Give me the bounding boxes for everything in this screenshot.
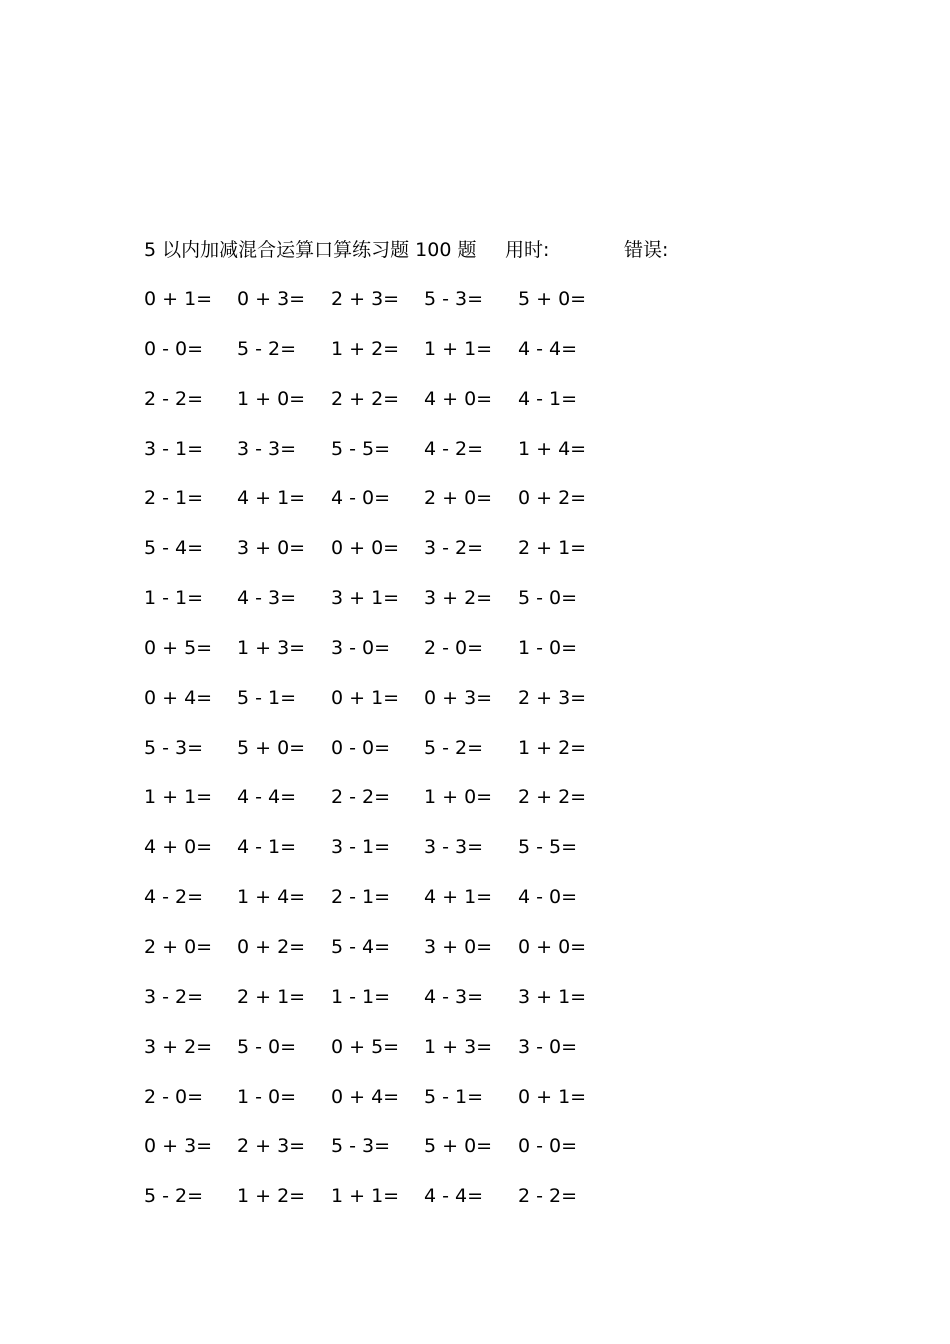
arithmetic-problem: 4 - 1= (518, 387, 578, 410)
arithmetic-problem: 5 - 2= (144, 1185, 204, 1208)
problem-row (144, 1083, 624, 1133)
problem-row (144, 385, 624, 435)
arithmetic-problem: 4 - 3= (424, 985, 484, 1008)
arithmetic-problem: 0 + 3= (237, 288, 306, 310)
arithmetic-problem: 3 - 0= (331, 636, 391, 659)
problem-row (144, 285, 624, 335)
arithmetic-problem: 0 + 4= (144, 686, 213, 709)
arithmetic-problem: 4 + 1= (424, 886, 493, 909)
arithmetic-problem: 2 - 1= (144, 487, 204, 510)
arithmetic-problem: 1 + 2= (331, 337, 400, 360)
arithmetic-problem: 0 + 3= (144, 1135, 213, 1158)
problem-row (144, 833, 624, 883)
problem-row (144, 1132, 624, 1182)
arithmetic-problem: 0 + 1= (331, 686, 400, 709)
arithmetic-problem: 1 + 2= (237, 1185, 306, 1208)
arithmetic-problem: 0 + 0= (331, 537, 400, 560)
arithmetic-problem: 1 - 1= (331, 985, 391, 1008)
arithmetic-problem: 3 - 2= (144, 985, 204, 1008)
arithmetic-problem: 1 - 0= (237, 1085, 297, 1108)
arithmetic-problem: 1 + 4= (237, 886, 306, 909)
problem-row (144, 734, 624, 784)
arithmetic-problem: 5 + 0= (237, 736, 306, 759)
arithmetic-problem: 5 - 4= (144, 537, 204, 560)
arithmetic-problem: 3 + 1= (518, 985, 587, 1008)
arithmetic-problem: 1 + 2= (518, 736, 587, 759)
arithmetic-problem: 3 - 3= (237, 437, 297, 460)
problem-row (144, 933, 624, 983)
arithmetic-problem: 4 + 0= (424, 387, 493, 410)
arithmetic-problem: 0 + 2= (518, 487, 587, 510)
arithmetic-problem: 0 - 0= (144, 337, 204, 360)
arithmetic-problem: 0 + 4= (331, 1085, 400, 1108)
arithmetic-problem: 4 - 4= (237, 786, 297, 809)
arithmetic-problem: 5 - 3= (331, 1135, 391, 1158)
worksheet-title: 5 以内加减混合运算口算练习题 100 题 (144, 239, 477, 261)
arithmetic-problem: 3 - 0= (518, 1035, 578, 1058)
arithmetic-problem: 0 + 1= (518, 1085, 587, 1108)
arithmetic-problem: 4 - 0= (518, 886, 578, 909)
problem-row (144, 584, 624, 634)
arithmetic-problem: 2 + 3= (331, 288, 400, 310)
arithmetic-problem: 3 + 2= (424, 587, 493, 610)
arithmetic-problem: 4 - 4= (424, 1185, 484, 1208)
arithmetic-problem: 5 - 5= (518, 836, 578, 859)
arithmetic-problem: 2 + 1= (237, 985, 306, 1008)
arithmetic-problem: 1 + 0= (424, 786, 493, 809)
arithmetic-problem: 0 - 0= (331, 736, 391, 759)
arithmetic-problem: 1 + 3= (424, 1035, 493, 1058)
arithmetic-problem: 5 - 0= (237, 1035, 297, 1058)
problem-row (144, 484, 624, 534)
arithmetic-problem: 5 - 1= (424, 1085, 484, 1108)
arithmetic-problem: 4 - 0= (331, 487, 391, 510)
problem-row (144, 435, 624, 485)
arithmetic-problem: 1 + 0= (237, 387, 306, 410)
arithmetic-problem: 3 - 1= (144, 437, 204, 460)
arithmetic-problem: 0 + 5= (331, 1035, 400, 1058)
arithmetic-problem: 2 - 2= (518, 1185, 578, 1208)
arithmetic-problem: 0 + 0= (518, 935, 587, 958)
arithmetic-problem: 1 + 3= (237, 636, 306, 659)
arithmetic-problem: 3 - 3= (424, 836, 484, 859)
arithmetic-problem: 4 + 1= (237, 487, 306, 510)
arithmetic-problem: 5 + 0= (424, 1135, 493, 1158)
arithmetic-problem: 3 + 0= (424, 935, 493, 958)
time-used-label: 用时: (505, 239, 550, 261)
arithmetic-problem: 4 - 1= (237, 836, 297, 859)
arithmetic-problem: 4 - 4= (518, 337, 578, 360)
arithmetic-problem: 4 - 2= (424, 437, 484, 460)
arithmetic-problem: 5 - 5= (331, 437, 391, 460)
problem-row (144, 883, 624, 933)
arithmetic-problem: 3 + 2= (144, 1035, 213, 1058)
arithmetic-problem: 1 + 1= (331, 1185, 400, 1208)
problem-row (144, 1182, 624, 1232)
arithmetic-problem: 1 - 0= (518, 636, 578, 659)
arithmetic-problem: 5 - 0= (518, 587, 578, 610)
arithmetic-problem: 0 + 3= (424, 686, 493, 709)
arithmetic-problem: 4 - 3= (237, 587, 297, 610)
arithmetic-problem: 1 + 1= (424, 337, 493, 360)
arithmetic-problem: 5 - 3= (424, 288, 484, 310)
arithmetic-problem: 1 + 1= (144, 786, 213, 809)
arithmetic-problem: 0 - 0= (518, 1135, 578, 1158)
worksheet-header (144, 236, 704, 264)
arithmetic-problem: 2 + 2= (331, 387, 400, 410)
error-count-label: 错误: (624, 239, 669, 261)
problem-grid (144, 285, 624, 1232)
arithmetic-problem: 5 + 0= (518, 288, 587, 310)
arithmetic-problem: 0 + 1= (144, 288, 213, 310)
arithmetic-problem: 2 + 3= (518, 686, 587, 709)
arithmetic-problem: 2 + 1= (518, 537, 587, 560)
arithmetic-problem: 0 + 5= (144, 636, 213, 659)
arithmetic-problem: 5 - 1= (237, 686, 297, 709)
arithmetic-problem: 2 - 0= (144, 1085, 204, 1108)
problem-row (144, 983, 624, 1033)
arithmetic-problem: 2 - 0= (424, 636, 484, 659)
problem-row (144, 684, 624, 734)
arithmetic-problem: 1 - 1= (144, 587, 204, 610)
problem-row (144, 634, 624, 684)
arithmetic-problem: 4 + 0= (144, 836, 213, 859)
arithmetic-problem: 0 + 2= (237, 935, 306, 958)
arithmetic-problem: 4 - 2= (144, 886, 204, 909)
arithmetic-problem: 3 - 2= (424, 537, 484, 560)
arithmetic-problem: 5 - 4= (331, 935, 391, 958)
arithmetic-problem: 3 - 1= (331, 836, 391, 859)
arithmetic-problem: 2 + 3= (237, 1135, 306, 1158)
arithmetic-problem: 2 - 2= (331, 786, 391, 809)
problem-row (144, 335, 624, 385)
arithmetic-problem: 5 - 2= (424, 736, 484, 759)
arithmetic-problem: 5 - 3= (144, 736, 204, 759)
problem-row (144, 783, 624, 833)
arithmetic-problem: 2 - 2= (144, 387, 204, 410)
arithmetic-problem: 5 - 2= (237, 337, 297, 360)
arithmetic-problem: 2 + 0= (144, 935, 213, 958)
arithmetic-problem: 2 + 0= (424, 487, 493, 510)
problem-row (144, 1033, 624, 1083)
arithmetic-problem: 1 + 4= (518, 437, 587, 460)
arithmetic-problem: 3 + 1= (331, 587, 400, 610)
arithmetic-problem: 3 + 0= (237, 537, 306, 560)
arithmetic-problem: 2 - 1= (331, 886, 391, 909)
problem-row (144, 534, 624, 584)
arithmetic-problem: 2 + 2= (518, 786, 587, 809)
